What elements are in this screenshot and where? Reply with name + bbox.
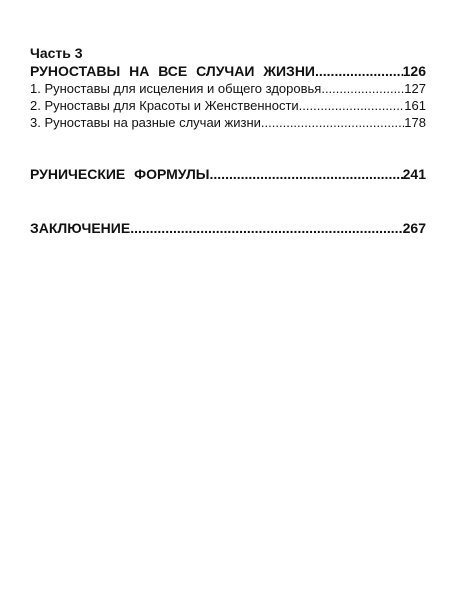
- toc-subentry-page: 161: [404, 98, 426, 113]
- part-label: Часть 3: [30, 45, 83, 61]
- toc-entry-title: РУНИЧЕСКИЕ ФОРМУЛЫ: [30, 166, 210, 182]
- toc-subentry-title: 1. Руноставы для исцеления и общего здоровья: [30, 81, 322, 96]
- toc-subentry-1[interactable]: [30, 80, 426, 97]
- toc-entry-page: 126: [402, 63, 426, 79]
- toc-entry-runic-formulas[interactable]: [30, 165, 426, 183]
- leader-dots: [261, 114, 404, 131]
- toc-subentry-2[interactable]: [30, 97, 426, 114]
- toc-entry-page: 267: [402, 220, 426, 236]
- toc-subentry-title: 3. Руноставы на разные случаи жизни: [30, 115, 261, 130]
- toc-subentry-3[interactable]: [30, 114, 426, 131]
- toc-subentry-page: 178: [404, 115, 426, 130]
- table-of-contents: [30, 44, 426, 237]
- leader-dots: [321, 80, 404, 97]
- spacer: [30, 131, 426, 165]
- toc-subentry-page: 127: [404, 81, 426, 96]
- toc-entry-title: ЗАКЛЮЧЕНИЕ: [30, 220, 131, 236]
- leader-dots: [130, 219, 402, 237]
- leader-dots: [210, 165, 403, 183]
- toc-entry-part-3[interactable]: [30, 62, 426, 80]
- toc-entry-page: 241: [402, 166, 426, 182]
- leader-dots: [299, 97, 405, 114]
- toc-entry-title: РУНОСТАВЫ НА ВСЕ СЛУЧАИ ЖИЗНИ: [30, 63, 315, 79]
- leader-dots: [315, 62, 403, 80]
- toc-entry-conclusion[interactable]: [30, 219, 426, 237]
- toc-subentry-title: 2. Руноставы для Красоты и Женственности: [30, 98, 299, 113]
- spacer: [30, 183, 426, 219]
